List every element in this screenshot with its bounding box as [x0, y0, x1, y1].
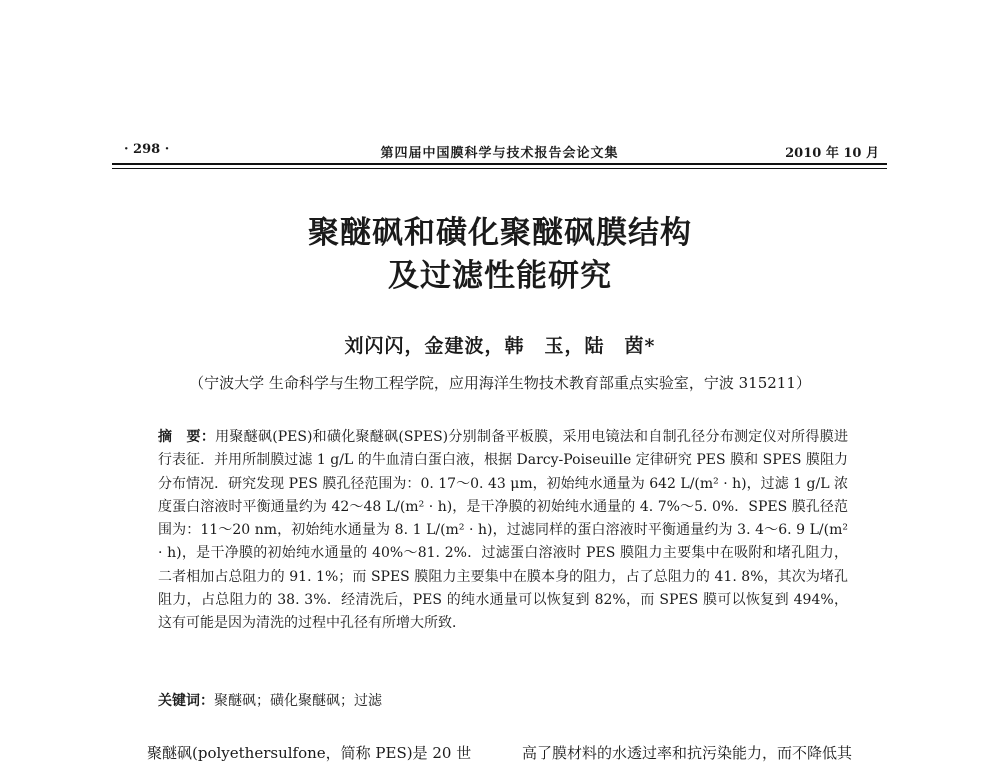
body-column-right: 高了膜材料的水透过率和抗污染能力，而不降低其: [522, 744, 853, 762]
author-list: 刘闪闪，金建波，韩 玉，陆 茵*: [344, 335, 656, 357]
affiliation: （宁波大学 生命科学与生物工程学院，应用海洋生物技术教育部重点实验室，宁波 315211）: [189, 374, 811, 392]
journal-title: 第四届中国膜科学与技术报告会论文集: [380, 146, 619, 161]
abstract-label: 摘 要：: [158, 429, 216, 445]
page-number: · 298 ·: [124, 142, 170, 157]
body-column-left: 聚醚砜(polyethersulfone，简称 PES)是 20 世: [147, 744, 472, 762]
header-rule-thin: [112, 168, 887, 169]
keywords-label: 关键词：: [158, 693, 214, 709]
title-line-2: 及过滤性能研究: [388, 258, 612, 294]
header-rule-thick: [112, 163, 887, 165]
abstract-text: 用聚醚砜(PES)和磺化聚醚砜(SPES)分别制备平板膜，采用电镜法和自制孔径分布测定仪对所得膜进行表征．并用所制膜过滤 1 g/L 的牛血清白蛋白液，根据 Darcy-Poiseuille 定律研究 PES 膜和 SPES 膜阻力分布情况．研究发现 PES 膜孔径范围为：0. 17～0. 43 μm，初始纯水通量为 642 L/(m² · h)，过滤 1 g/L 浓度蛋白溶液时平衡通量约为 42～48 L/(m² · h)，是干净膜的初始纯水通量的 4. 7%～5. 0%．SPES 膜孔径范围为：11～20 nm，初始纯水通量为 8. 1 L/(m² · h)，过滤同样的蛋白溶液时平衡通量约为 3. 4～6. 9 L/(m² · h)，是干净膜的初始纯水通量的 40%～81. 2%．过滤蛋白溶液时 PES 膜阻力主要集中在吸附和堵孔阻力，二者相加占总阻力的 91. 1%；而 SPES 膜阻力主要集中在膜本身的阻力，占了总阻力的 41. 8%，其次为堵孔阻力，占总阻力的 38. 3%．经清洗后，PES 的纯水通量可以恢复到 82%，而 SPES 膜可以恢复到 494%，这有可能是因为清洗的过程中孔径有所增大所致．: [158, 429, 848, 632]
running-header: [112, 139, 887, 161]
keywords: [158, 690, 848, 710]
publication-date: 2010 年 10 月: [785, 146, 879, 161]
keywords-text: 聚醚砜；磺化聚醚砜；过滤: [214, 693, 382, 709]
title-line-1: 聚醚砜和磺化聚醚砜膜结构: [308, 215, 692, 251]
paper-title: [0, 212, 1000, 298]
abstract: [158, 426, 848, 636]
